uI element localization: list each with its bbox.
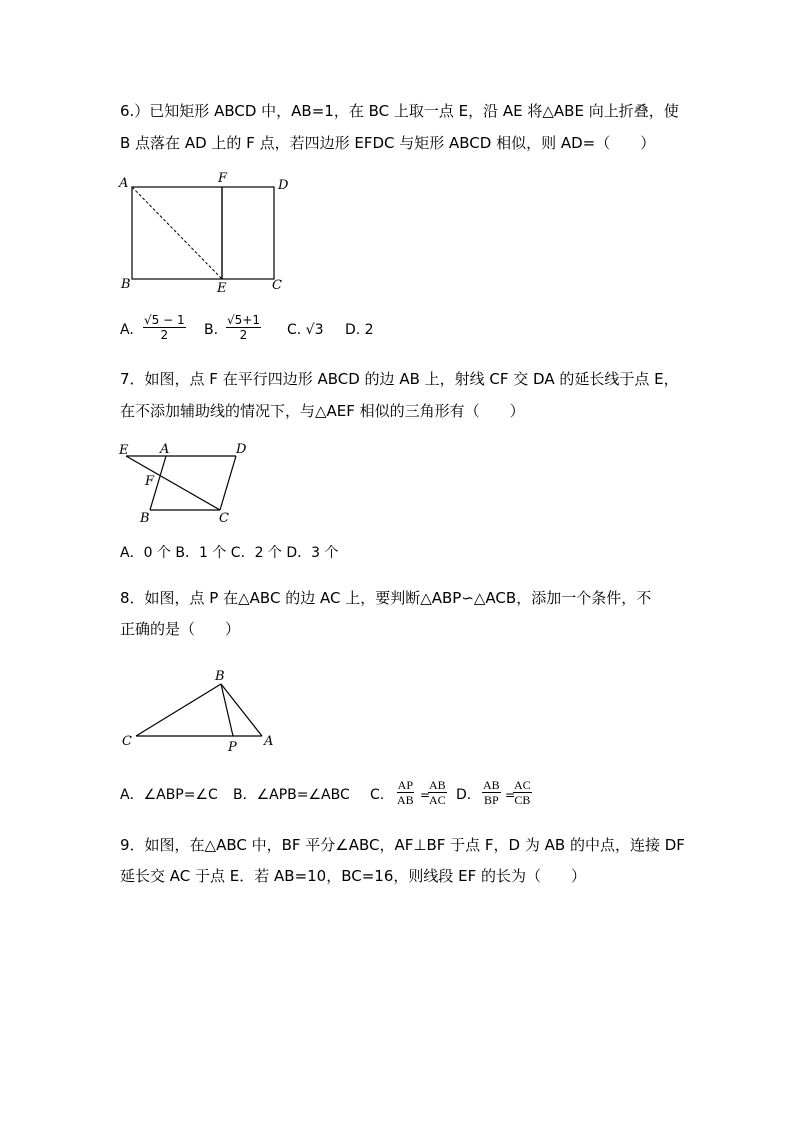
q8-option-d-f1-numerator: AB <box>483 778 500 792</box>
q8-option-d-f1-denominator: BP <box>483 793 499 807</box>
q6-text-line1: 6.）已知矩形 ABCD 中，AB=1，在 BC 上取一点 E，沿 AE 将△ABE 向上折叠，使 <box>120 102 679 120</box>
q8-option-d-prefix: D. <box>456 787 472 803</box>
label-c: C <box>122 734 132 749</box>
q6-option-a-fraction <box>143 313 186 342</box>
label-f: F <box>218 171 228 186</box>
label-p: P <box>228 740 237 755</box>
q6-option-a-denominator: 2 <box>160 328 169 342</box>
q7-figure-parallelogram <box>118 440 258 530</box>
q8-option-d-f2-denominator: CB <box>514 793 531 807</box>
q6-option-b-prefix: B. <box>204 322 219 338</box>
q6-figure-rectangle <box>118 170 298 295</box>
q8-option-c-f1-denominator: AB <box>397 793 414 807</box>
label-b: B <box>121 277 131 292</box>
label-c: C <box>272 278 282 293</box>
q6-option-b-denominator: 2 <box>239 328 248 342</box>
label-a: A <box>119 176 129 191</box>
label-b: B <box>140 511 150 526</box>
q8-figure-triangle <box>118 665 283 757</box>
q9-text-line1: 9．如图，在△ABC 中，BF 平分∠ABC，AF⊥BF 于点 F，D 为 AB 的中点，连接 DF <box>120 836 685 854</box>
q6-option-b-numerator: √5+1 <box>227 313 260 327</box>
rect-abcd <box>132 187 274 279</box>
q8-option-c-f2-numerator: AB <box>429 778 446 792</box>
q8-option-d-fraction-1 <box>482 778 501 807</box>
q6-option-a-prefix: A. <box>120 322 134 338</box>
q8-option-c-prefix: C. <box>370 787 385 803</box>
label-d: D <box>278 178 289 193</box>
label-d: D <box>236 442 247 457</box>
label-e: E <box>217 281 227 296</box>
q8-option-d-fraction-2 <box>513 778 532 807</box>
q6-option-a-numerator: √5 − 1 <box>144 313 185 327</box>
q8-option-a: A．∠ABP=∠C <box>120 787 218 803</box>
q8-option-c-f1-numerator: AP <box>397 778 413 792</box>
q8-option-d-equals: = <box>505 788 516 802</box>
label-b: B <box>215 669 225 684</box>
q8-option-d-f2-numerator: AC <box>514 778 531 792</box>
q8-text-line1: 8．如图，点 P 在△ABC 的边 AC 上，要判断△ABP∽△ACB，添加一个条件，不 <box>120 589 652 607</box>
q9-text-line2: 延长交 AC 于点 E．若 AB=10，BC=16，则线段 EF 的长为（ ） <box>120 867 587 885</box>
label-f: F <box>145 474 155 489</box>
q8-option-b: B．∠APB=∠ABC <box>233 787 350 803</box>
q8-option-c-fraction-1 <box>396 778 415 807</box>
q8-option-c-equals: = <box>420 788 431 802</box>
dashed-segment-ae <box>132 187 222 279</box>
q7-text-line2: 在不添加辅助线的情况下，与△AEF 相似的三角形有（ ） <box>120 402 525 420</box>
q6-text-line2: B 点落在 AD 上的 F 点，若四边形 EFDC 与矩形 ABCD 相似，则 AD=（ ） <box>120 134 656 152</box>
segment-ec <box>126 456 220 510</box>
q7-text-line1: 7．如图，点 F 在平行四边形 ABCD 的边 AB 上，射线 CF 交 DA 的延长线于点 E， <box>120 370 679 388</box>
q7-options: A．0 个 B．1 个 C．2 个 D．3 个 <box>120 545 339 561</box>
q8-option-c-f2-denominator: AC <box>429 793 446 807</box>
q6-option-d: D. 2 <box>345 322 374 338</box>
q8-text-line2: 正确的是（ ） <box>120 620 241 638</box>
label-a: A <box>160 442 170 457</box>
q6-option-b-fraction <box>226 313 261 342</box>
label-e: E <box>119 443 129 458</box>
segment-dc <box>220 456 236 510</box>
label-c: C <box>219 511 229 526</box>
q8-option-c-fraction-2 <box>428 778 447 807</box>
label-a: A <box>264 734 274 749</box>
segment-cb <box>136 684 221 736</box>
q6-option-c: C. √3 <box>287 322 324 338</box>
